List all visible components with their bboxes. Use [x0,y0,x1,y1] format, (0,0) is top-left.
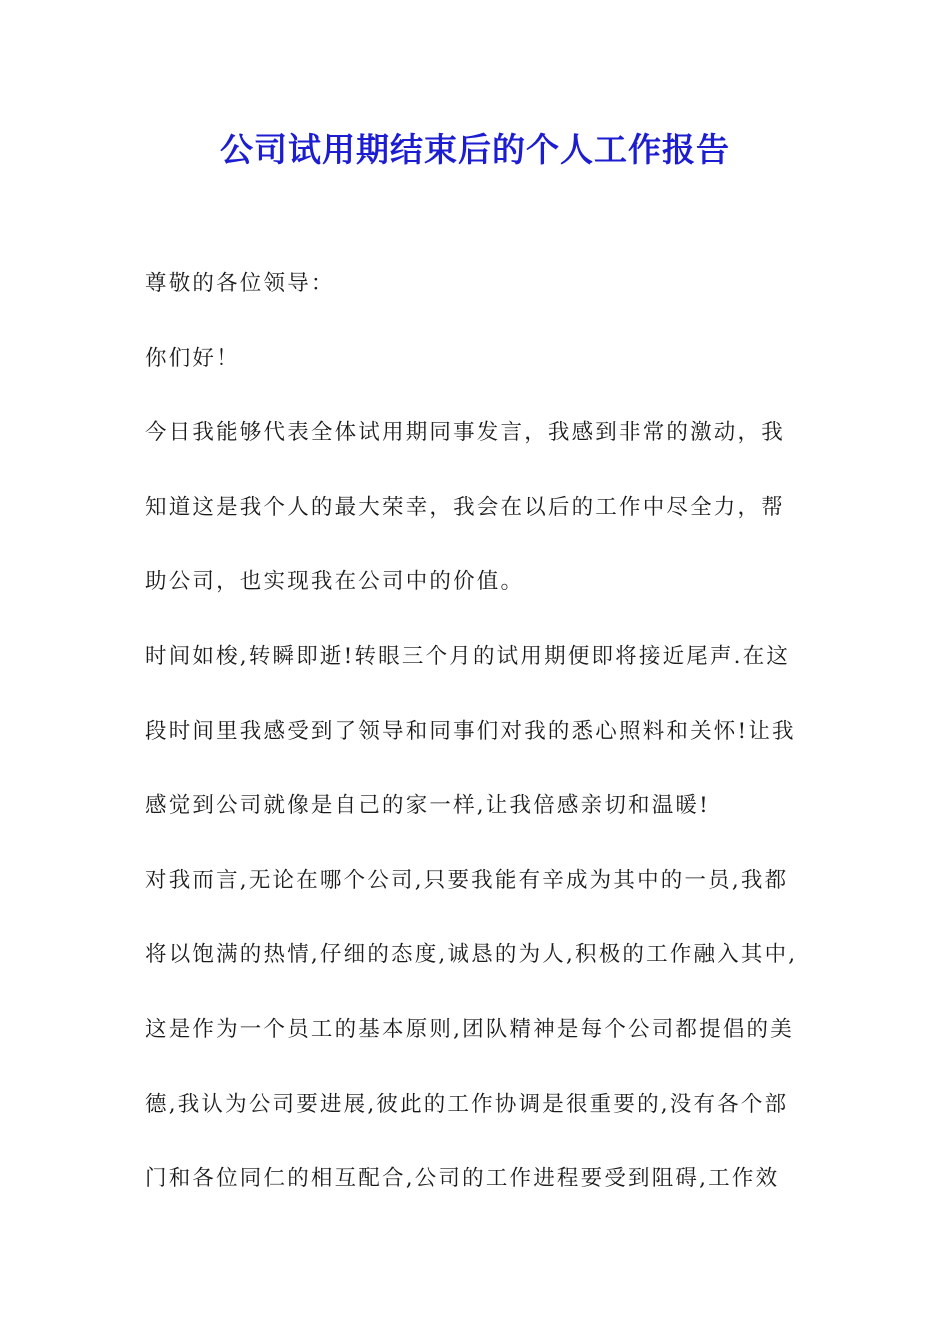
paragraph-line: 时间如梭,转瞬即逝!转眼三个月的试用期便即将接近尾声.在这 [145,643,791,669]
paragraph-line: 将以饱满的热情,仔细的态度,诚恳的为人,积极的工作融入其中, [145,942,798,968]
paragraph-line: 今日我能够代表全体试用期同事发言，我感到非常的激动，我 [145,420,785,446]
greeting-line: 你们好！ [145,345,240,371]
salutation-line: 尊敬的各位领导： [145,271,335,296]
paragraph-line: 门和各位同仁的相互配合,公司的工作进程要受到阻碍,工作效 [145,1166,780,1192]
document-title: 公司试用期结束后的个人工作报告 [220,130,730,169]
paragraph-line: 段时间里我感受到了领导和同事们对我的悉心照料和关怀!让我 [145,718,796,744]
paragraph-line: 德,我认为公司要进展,彼此的工作协调是很重要的,没有各个部 [145,1091,789,1117]
paragraph-line: 对我而言,无论在哪个公司,只要我能有辛成为其中的一员,我都 [145,867,789,893]
paragraph-line: 这是作为一个员工的基本原则,团队精神是每个公司都提倡的美 [145,1016,794,1042]
paragraph-line: 感觉到公司就像是自己的家一样,让我倍感亲切和温暖! [145,793,710,819]
paragraph-line: 助公司，也实现我在公司中的价值。 [145,569,525,595]
document-body [145,266,825,1236]
paragraph-line: 知道这是我个人的最大荣幸，我会在以后的工作中尽全力，帮 [145,494,785,520]
